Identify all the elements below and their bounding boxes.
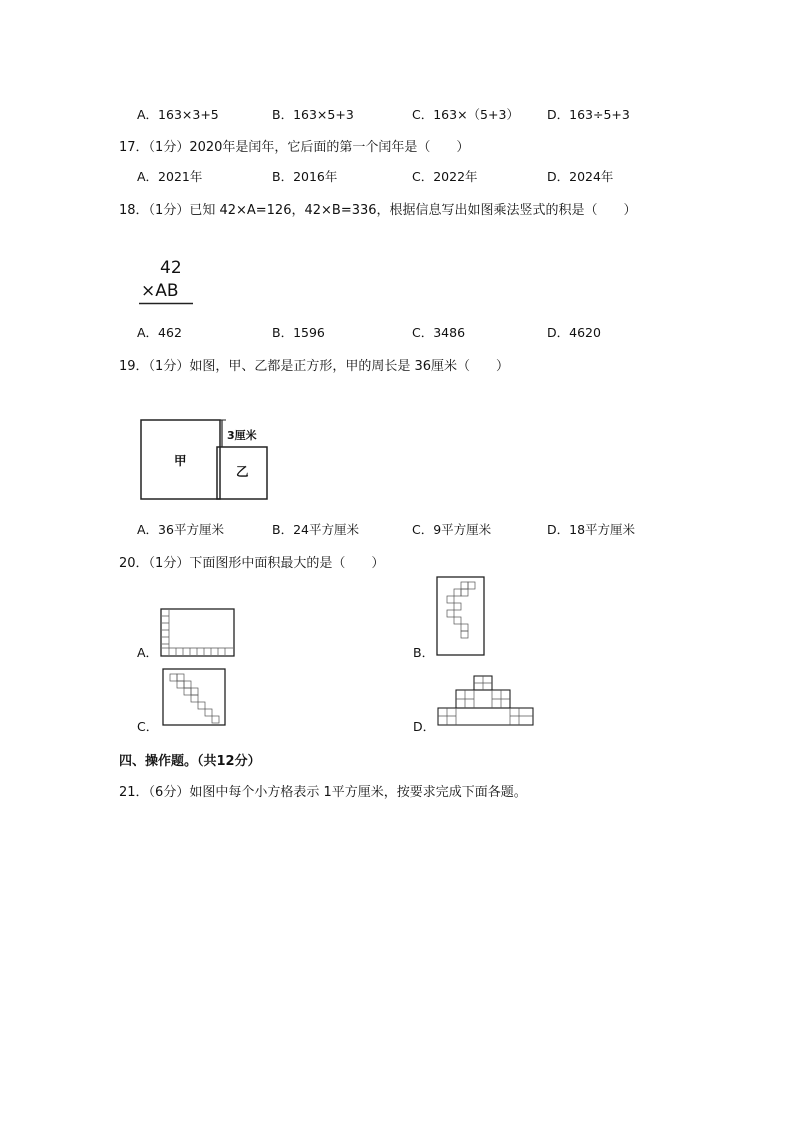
q16-option-a: A．163×3+5 <box>137 107 219 122</box>
q17-option-c: C．2022年 <box>412 169 478 184</box>
q20-label-b: B． <box>413 645 435 660</box>
q19-option-d: D．18平方厘米 <box>547 522 636 537</box>
label-3cm: 3厘米 <box>227 429 257 442</box>
q21-stem: 21．（6分）如图中每个小方格表示 1平方厘米，按要求完成下面各题。 <box>119 785 527 800</box>
q17-option-a: A．2021年 <box>137 169 203 184</box>
q18-option-d: D．4620 <box>547 325 601 340</box>
q17-option-d: D．2024年 <box>547 169 614 184</box>
q19-option-a: A．36平方厘米 <box>137 522 224 537</box>
section-4-title: 四、操作题。（共12分） <box>119 754 261 769</box>
q19-option-b: B．24平方厘米 <box>272 522 359 537</box>
q17-option-b: B．2016年 <box>272 169 338 184</box>
q17-stem: 17．（1分）2020年是闰年，它后面的第一个闰年是（ ） <box>119 140 470 155</box>
label-jia: 甲 <box>174 453 187 468</box>
q19-stem: 19．（1分）如图，甲、乙都是正方形，甲的周长是 36厘米（ ） <box>119 359 509 374</box>
q18-option-a: A．462 <box>137 325 182 340</box>
q20-figure-c <box>162 668 228 728</box>
q20-label-d: D． <box>413 719 436 734</box>
q18-stem: 18．（1分）已知 42×A=126，42×B=336，根据信息写出如图乘法竖式的积是（ ） <box>119 203 637 218</box>
q16-option-c: C．163×（5+3） <box>412 107 519 122</box>
q20-label-a: A． <box>137 645 159 660</box>
q20-stem: 20．（1分）下面图形中面积最大的是（ ） <box>119 556 385 571</box>
q18-option-b: B．1596 <box>272 325 325 340</box>
q18-option-c: C．3486 <box>412 325 466 340</box>
q19-option-c: C．9平方厘米 <box>412 522 492 537</box>
q20-figure-b <box>436 576 486 658</box>
q18-multiplier: ×AB <box>141 281 179 301</box>
q16-option-b: B．163×5+3 <box>272 107 354 122</box>
q20-figure-d <box>436 674 536 728</box>
q20-figure-a <box>160 607 236 659</box>
q20-label-c: C． <box>137 719 159 734</box>
q18-multiplicand: 42 <box>160 258 182 278</box>
q16-option-d: D．163÷5+3 <box>547 107 630 122</box>
label-yi: 乙 <box>236 464 249 479</box>
q18-rule-line <box>139 302 195 306</box>
